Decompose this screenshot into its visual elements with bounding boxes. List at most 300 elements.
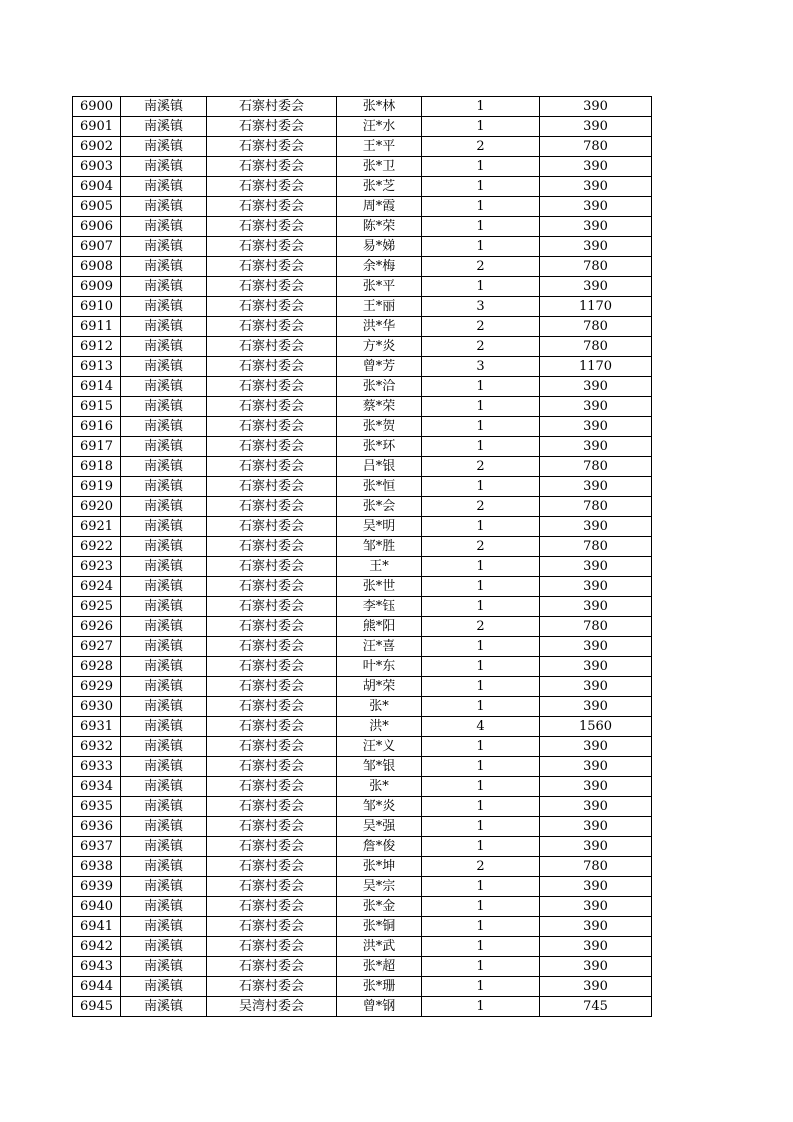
name-cell: 叶*东 (337, 657, 422, 677)
count-cell: 1 (422, 757, 540, 777)
amount-cell: 780 (540, 137, 652, 157)
count-cell: 2 (422, 857, 540, 877)
village-committee-cell: 石寨村委会 (207, 637, 337, 657)
amount-cell: 780 (540, 337, 652, 357)
town-cell: 南溪镇 (121, 917, 207, 937)
village-committee-cell: 石寨村委会 (207, 357, 337, 377)
count-cell: 1 (422, 477, 540, 497)
name-cell: 李*钰 (337, 597, 422, 617)
village-committee-cell: 石寨村委会 (207, 417, 337, 437)
name-cell: 熊*阳 (337, 617, 422, 637)
amount-cell: 390 (540, 657, 652, 677)
count-cell: 1 (422, 957, 540, 977)
table-row (73, 157, 652, 177)
village-committee-cell: 石寨村委会 (207, 397, 337, 417)
table-row (73, 757, 652, 777)
count-cell: 1 (422, 437, 540, 457)
table-row (73, 377, 652, 397)
amount-cell: 390 (540, 577, 652, 597)
village-committee-cell: 石寨村委会 (207, 977, 337, 997)
village-committee-cell: 石寨村委会 (207, 877, 337, 897)
town-cell: 南溪镇 (121, 437, 207, 457)
record-id-cell: 6927 (73, 637, 121, 657)
town-cell: 南溪镇 (121, 317, 207, 337)
amount-cell: 390 (540, 97, 652, 117)
village-committee-cell: 石寨村委会 (207, 897, 337, 917)
amount-cell: 390 (540, 957, 652, 977)
count-cell: 3 (422, 297, 540, 317)
table-row (73, 297, 652, 317)
record-id-cell: 6935 (73, 797, 121, 817)
table-row (73, 337, 652, 357)
amount-cell: 1560 (540, 717, 652, 737)
name-cell: 张*金 (337, 897, 422, 917)
record-id-cell: 6918 (73, 457, 121, 477)
town-cell: 南溪镇 (121, 517, 207, 537)
village-committee-cell: 石寨村委会 (207, 517, 337, 537)
town-cell: 南溪镇 (121, 677, 207, 697)
record-id-cell: 6929 (73, 677, 121, 697)
village-committee-cell: 石寨村委会 (207, 537, 337, 557)
amount-cell: 780 (540, 617, 652, 637)
name-cell: 吕*银 (337, 457, 422, 477)
name-cell: 张*世 (337, 577, 422, 597)
amount-cell: 390 (540, 597, 652, 617)
record-id-cell: 6905 (73, 197, 121, 217)
name-cell: 张*环 (337, 437, 422, 457)
records-table-body (73, 97, 652, 1017)
record-id-cell: 6939 (73, 877, 121, 897)
record-id-cell: 6926 (73, 617, 121, 637)
village-committee-cell: 石寨村委会 (207, 777, 337, 797)
name-cell: 邹*银 (337, 757, 422, 777)
count-cell: 1 (422, 597, 540, 617)
record-id-cell: 6922 (73, 537, 121, 557)
table-row (73, 737, 652, 757)
count-cell: 1 (422, 397, 540, 417)
village-committee-cell: 石寨村委会 (207, 617, 337, 637)
amount-cell: 390 (540, 477, 652, 497)
count-cell: 1 (422, 117, 540, 137)
count-cell: 2 (422, 137, 540, 157)
count-cell: 2 (422, 457, 540, 477)
town-cell: 南溪镇 (121, 457, 207, 477)
town-cell: 南溪镇 (121, 817, 207, 837)
village-committee-cell: 石寨村委会 (207, 177, 337, 197)
record-id-cell: 6902 (73, 137, 121, 157)
table-row (73, 457, 652, 477)
table-row (73, 657, 652, 677)
record-id-cell: 6933 (73, 757, 121, 777)
village-committee-cell: 石寨村委会 (207, 377, 337, 397)
table-row (73, 557, 652, 577)
table-row (73, 397, 652, 417)
count-cell: 2 (422, 257, 540, 277)
table-row (73, 697, 652, 717)
count-cell: 1 (422, 577, 540, 597)
record-id-cell: 6914 (73, 377, 121, 397)
amount-cell: 390 (540, 897, 652, 917)
village-committee-cell: 石寨村委会 (207, 657, 337, 677)
name-cell: 王* (337, 557, 422, 577)
name-cell: 邹*胜 (337, 537, 422, 557)
count-cell: 1 (422, 997, 540, 1017)
village-committee-cell: 石寨村委会 (207, 217, 337, 237)
name-cell: 吴*明 (337, 517, 422, 537)
town-cell: 南溪镇 (121, 497, 207, 517)
table-row (73, 997, 652, 1017)
town-cell: 南溪镇 (121, 837, 207, 857)
record-id-cell: 6937 (73, 837, 121, 857)
table-row (73, 897, 652, 917)
village-committee-cell: 石寨村委会 (207, 297, 337, 317)
name-cell: 张*珊 (337, 977, 422, 997)
name-cell: 邹*炎 (337, 797, 422, 817)
count-cell: 1 (422, 97, 540, 117)
town-cell: 南溪镇 (121, 477, 207, 497)
record-id-cell: 6921 (73, 517, 121, 537)
record-id-cell: 6923 (73, 557, 121, 577)
record-id-cell: 6901 (73, 117, 121, 137)
village-committee-cell: 石寨村委会 (207, 457, 337, 477)
village-committee-cell: 石寨村委会 (207, 337, 337, 357)
town-cell: 南溪镇 (121, 257, 207, 277)
name-cell: 汪*水 (337, 117, 422, 137)
amount-cell: 745 (540, 997, 652, 1017)
town-cell: 南溪镇 (121, 717, 207, 737)
table-row (73, 357, 652, 377)
record-id-cell: 6940 (73, 897, 121, 917)
town-cell: 南溪镇 (121, 237, 207, 257)
table-row (73, 877, 652, 897)
name-cell: 张*芝 (337, 177, 422, 197)
village-committee-cell: 石寨村委会 (207, 557, 337, 577)
name-cell: 张*林 (337, 97, 422, 117)
name-cell: 曾*钢 (337, 997, 422, 1017)
amount-cell: 780 (540, 537, 652, 557)
count-cell: 1 (422, 897, 540, 917)
record-id-cell: 6943 (73, 957, 121, 977)
village-committee-cell: 石寨村委会 (207, 157, 337, 177)
record-id-cell: 6912 (73, 337, 121, 357)
table-row (73, 237, 652, 257)
record-id-cell: 6913 (73, 357, 121, 377)
table-row (73, 537, 652, 557)
name-cell: 陈*荣 (337, 217, 422, 237)
table-row (73, 797, 652, 817)
village-committee-cell: 石寨村委会 (207, 677, 337, 697)
town-cell: 南溪镇 (121, 417, 207, 437)
town-cell: 南溪镇 (121, 737, 207, 757)
amount-cell: 390 (540, 237, 652, 257)
record-id-cell: 6925 (73, 597, 121, 617)
name-cell: 汪*义 (337, 737, 422, 757)
record-id-cell: 6915 (73, 397, 121, 417)
table-row (73, 497, 652, 517)
town-cell: 南溪镇 (121, 977, 207, 997)
village-committee-cell: 石寨村委会 (207, 817, 337, 837)
town-cell: 南溪镇 (121, 357, 207, 377)
record-id-cell: 6932 (73, 737, 121, 757)
table-row (73, 677, 652, 697)
count-cell: 1 (422, 177, 540, 197)
amount-cell: 390 (540, 917, 652, 937)
table-row (73, 777, 652, 797)
table-row (73, 917, 652, 937)
table-row (73, 837, 652, 857)
name-cell: 张*恒 (337, 477, 422, 497)
amount-cell: 390 (540, 777, 652, 797)
amount-cell: 390 (540, 817, 652, 837)
name-cell: 曾*芳 (337, 357, 422, 377)
count-cell: 2 (422, 337, 540, 357)
town-cell: 南溪镇 (121, 537, 207, 557)
count-cell: 1 (422, 217, 540, 237)
record-id-cell: 6920 (73, 497, 121, 517)
town-cell: 南溪镇 (121, 797, 207, 817)
name-cell: 吴*强 (337, 817, 422, 837)
name-cell: 张*平 (337, 277, 422, 297)
village-committee-cell: 石寨村委会 (207, 697, 337, 717)
table-row (73, 257, 652, 277)
name-cell: 张*超 (337, 957, 422, 977)
name-cell: 周*霞 (337, 197, 422, 217)
amount-cell: 390 (540, 437, 652, 457)
village-committee-cell: 石寨村委会 (207, 917, 337, 937)
table-row (73, 857, 652, 877)
town-cell: 南溪镇 (121, 877, 207, 897)
record-id-cell: 6941 (73, 917, 121, 937)
table-row (73, 957, 652, 977)
table-row (73, 277, 652, 297)
name-cell: 张*卫 (337, 157, 422, 177)
amount-cell: 390 (540, 277, 652, 297)
amount-cell: 390 (540, 397, 652, 417)
count-cell: 1 (422, 557, 540, 577)
record-id-cell: 6904 (73, 177, 121, 197)
table-row (73, 477, 652, 497)
record-id-cell: 6908 (73, 257, 121, 277)
name-cell: 王*丽 (337, 297, 422, 317)
amount-cell: 390 (540, 977, 652, 997)
table-row (73, 97, 652, 117)
name-cell: 张*贺 (337, 417, 422, 437)
town-cell: 南溪镇 (121, 137, 207, 157)
table-row (73, 117, 652, 137)
town-cell: 南溪镇 (121, 197, 207, 217)
amount-cell: 390 (540, 937, 652, 957)
village-committee-cell: 石寨村委会 (207, 437, 337, 457)
count-cell: 2 (422, 537, 540, 557)
village-committee-cell: 石寨村委会 (207, 797, 337, 817)
record-id-cell: 6906 (73, 217, 121, 237)
count-cell: 1 (422, 197, 540, 217)
name-cell: 张*铜 (337, 917, 422, 937)
count-cell: 3 (422, 357, 540, 377)
record-id-cell: 6938 (73, 857, 121, 877)
name-cell: 张*坤 (337, 857, 422, 877)
village-committee-cell: 石寨村委会 (207, 137, 337, 157)
village-committee-cell: 石寨村委会 (207, 597, 337, 617)
town-cell: 南溪镇 (121, 377, 207, 397)
amount-cell: 1170 (540, 357, 652, 377)
record-id-cell: 6900 (73, 97, 121, 117)
town-cell: 南溪镇 (121, 177, 207, 197)
name-cell: 张* (337, 697, 422, 717)
village-committee-cell: 吴湾村委会 (207, 997, 337, 1017)
village-committee-cell: 石寨村委会 (207, 97, 337, 117)
village-committee-cell: 石寨村委会 (207, 197, 337, 217)
record-id-cell: 6945 (73, 997, 121, 1017)
count-cell: 2 (422, 497, 540, 517)
record-id-cell: 6936 (73, 817, 121, 837)
table-row (73, 197, 652, 217)
town-cell: 南溪镇 (121, 957, 207, 977)
village-committee-cell: 石寨村委会 (207, 117, 337, 137)
amount-cell: 390 (540, 557, 652, 577)
amount-cell: 390 (540, 877, 652, 897)
village-committee-cell: 石寨村委会 (207, 937, 337, 957)
record-id-cell: 6907 (73, 237, 121, 257)
table-row (73, 517, 652, 537)
table-row (73, 577, 652, 597)
count-cell: 1 (422, 777, 540, 797)
town-cell: 南溪镇 (121, 297, 207, 317)
amount-cell: 1170 (540, 297, 652, 317)
record-id-cell: 6911 (73, 317, 121, 337)
town-cell: 南溪镇 (121, 997, 207, 1017)
table-row (73, 617, 652, 637)
table-row (73, 177, 652, 197)
table-row (73, 637, 652, 657)
town-cell: 南溪镇 (121, 577, 207, 597)
name-cell: 洪*武 (337, 937, 422, 957)
amount-cell: 390 (540, 377, 652, 397)
record-id-cell: 6924 (73, 577, 121, 597)
record-id-cell: 6910 (73, 297, 121, 317)
town-cell: 南溪镇 (121, 617, 207, 637)
village-committee-cell: 石寨村委会 (207, 857, 337, 877)
amount-cell: 390 (540, 517, 652, 537)
amount-cell: 390 (540, 797, 652, 817)
village-committee-cell: 石寨村委会 (207, 837, 337, 857)
village-committee-cell: 石寨村委会 (207, 957, 337, 977)
table-row (73, 597, 652, 617)
table-row (73, 717, 652, 737)
record-id-cell: 6909 (73, 277, 121, 297)
count-cell: 1 (422, 417, 540, 437)
table-row (73, 817, 652, 837)
town-cell: 南溪镇 (121, 897, 207, 917)
town-cell: 南溪镇 (121, 337, 207, 357)
table-row (73, 417, 652, 437)
table-row (73, 137, 652, 157)
count-cell: 1 (422, 237, 540, 257)
count-cell: 1 (422, 157, 540, 177)
count-cell: 1 (422, 737, 540, 757)
count-cell: 1 (422, 677, 540, 697)
count-cell: 1 (422, 797, 540, 817)
town-cell: 南溪镇 (121, 397, 207, 417)
amount-cell: 390 (540, 417, 652, 437)
amount-cell: 780 (540, 317, 652, 337)
count-cell: 1 (422, 657, 540, 677)
amount-cell: 390 (540, 677, 652, 697)
record-id-cell: 6919 (73, 477, 121, 497)
name-cell: 詹*俊 (337, 837, 422, 857)
record-id-cell: 6944 (73, 977, 121, 997)
count-cell: 4 (422, 717, 540, 737)
table-row (73, 217, 652, 237)
table-row (73, 317, 652, 337)
town-cell: 南溪镇 (121, 277, 207, 297)
name-cell: 洪* (337, 717, 422, 737)
town-cell: 南溪镇 (121, 557, 207, 577)
record-id-cell: 6903 (73, 157, 121, 177)
amount-cell: 780 (540, 257, 652, 277)
town-cell: 南溪镇 (121, 697, 207, 717)
table-row (73, 937, 652, 957)
record-id-cell: 6934 (73, 777, 121, 797)
amount-cell: 390 (540, 177, 652, 197)
village-committee-cell: 石寨村委会 (207, 757, 337, 777)
name-cell: 易*娣 (337, 237, 422, 257)
town-cell: 南溪镇 (121, 757, 207, 777)
village-committee-cell: 石寨村委会 (207, 257, 337, 277)
name-cell: 余*梅 (337, 257, 422, 277)
count-cell: 1 (422, 977, 540, 997)
amount-cell: 390 (540, 197, 652, 217)
name-cell: 方*炎 (337, 337, 422, 357)
records-table (72, 96, 652, 1017)
town-cell: 南溪镇 (121, 657, 207, 677)
village-committee-cell: 石寨村委会 (207, 477, 337, 497)
amount-cell: 390 (540, 117, 652, 137)
town-cell: 南溪镇 (121, 637, 207, 657)
name-cell: 洪*华 (337, 317, 422, 337)
amount-cell: 390 (540, 737, 652, 757)
count-cell: 1 (422, 937, 540, 957)
record-id-cell: 6930 (73, 697, 121, 717)
count-cell: 1 (422, 837, 540, 857)
town-cell: 南溪镇 (121, 117, 207, 137)
table-row (73, 437, 652, 457)
village-committee-cell: 石寨村委会 (207, 237, 337, 257)
count-cell: 2 (422, 617, 540, 637)
name-cell: 王*平 (337, 137, 422, 157)
amount-cell: 390 (540, 697, 652, 717)
record-id-cell: 6942 (73, 937, 121, 957)
name-cell: 张* (337, 777, 422, 797)
name-cell: 汪*喜 (337, 637, 422, 657)
amount-cell: 390 (540, 217, 652, 237)
count-cell: 1 (422, 277, 540, 297)
name-cell: 胡*荣 (337, 677, 422, 697)
count-cell: 1 (422, 517, 540, 537)
count-cell: 1 (422, 697, 540, 717)
amount-cell: 390 (540, 757, 652, 777)
village-committee-cell: 石寨村委会 (207, 497, 337, 517)
table-row (73, 977, 652, 997)
count-cell: 1 (422, 637, 540, 657)
name-cell: 蔡*荣 (337, 397, 422, 417)
town-cell: 南溪镇 (121, 217, 207, 237)
town-cell: 南溪镇 (121, 937, 207, 957)
amount-cell: 780 (540, 457, 652, 477)
name-cell: 吴*宗 (337, 877, 422, 897)
count-cell: 2 (422, 317, 540, 337)
count-cell: 1 (422, 377, 540, 397)
